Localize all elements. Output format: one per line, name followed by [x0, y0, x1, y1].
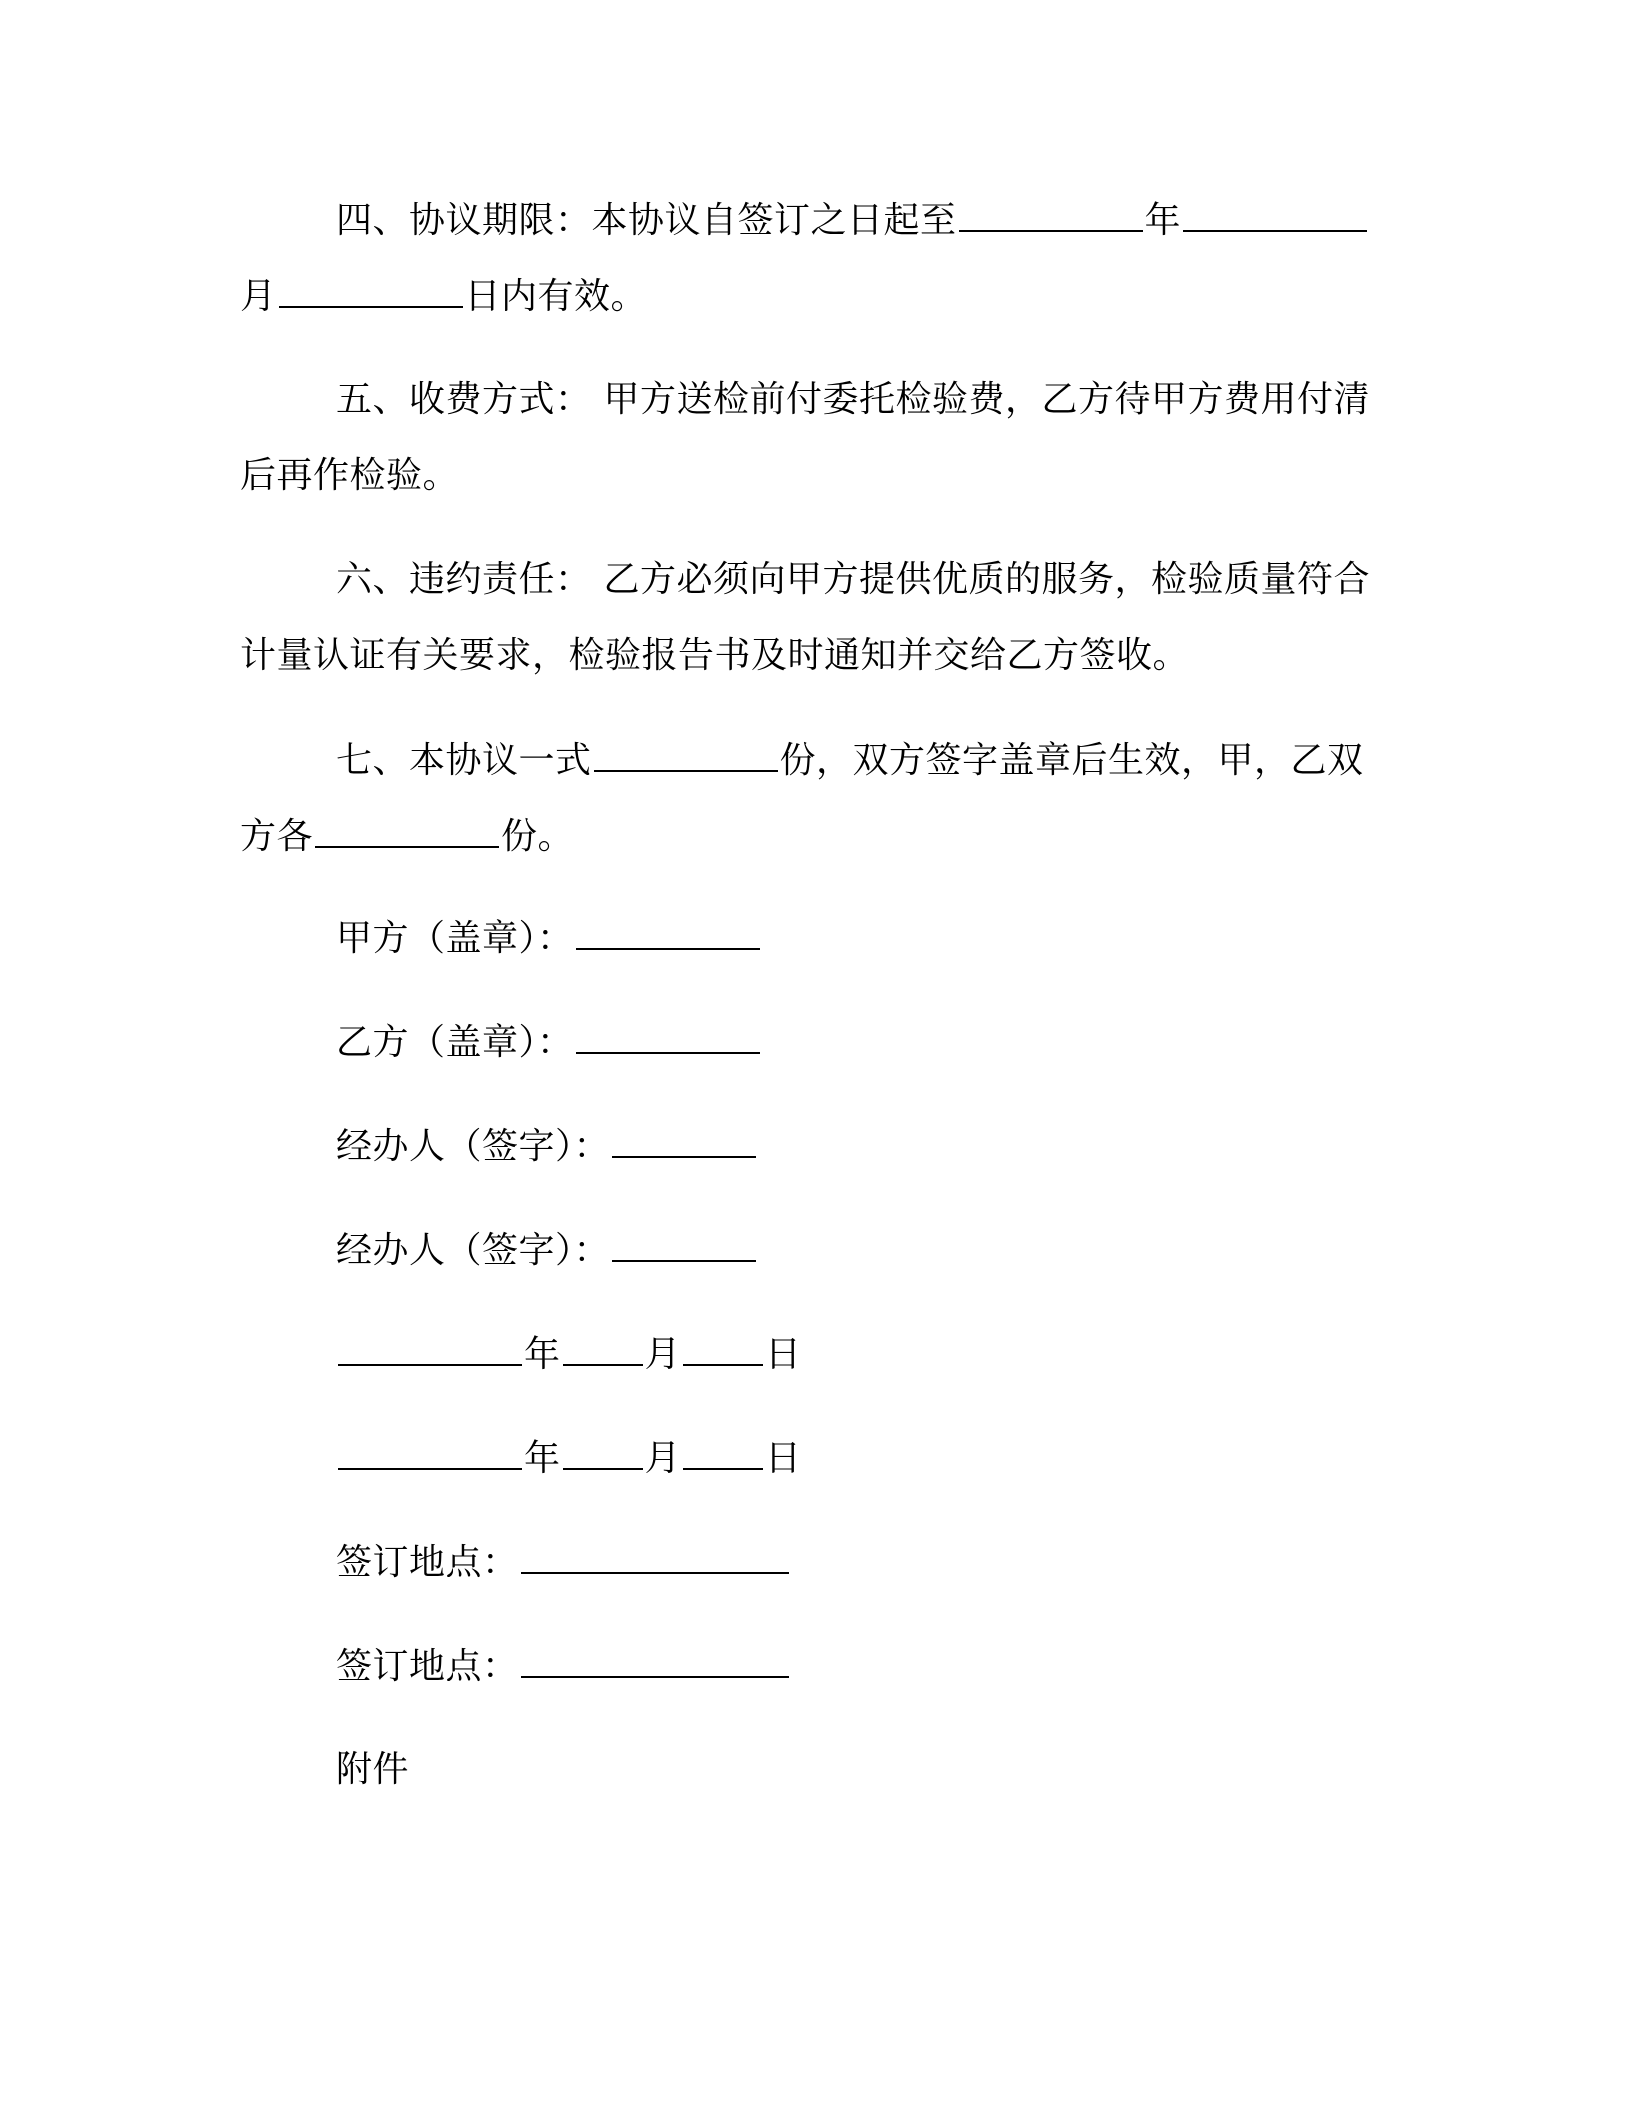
date-1-day-label: 日 — [765, 1334, 802, 1375]
party-a-label: 甲方（盖章）： — [336, 918, 574, 959]
attachment-line — [336, 1750, 409, 1790]
handler-2-sign-blank[interactable] — [612, 1230, 756, 1262]
handler-1-line — [336, 1126, 758, 1167]
month-blank[interactable] — [1183, 200, 1367, 232]
clause-4-line-1 — [336, 200, 1369, 241]
clause-4-year-label: 年 — [1144, 200, 1182, 241]
clause-7-each-label: 方各 — [240, 816, 314, 857]
each-copies-blank[interactable] — [315, 816, 499, 848]
date-line-1 — [336, 1334, 802, 1375]
date-2-day-label: 日 — [765, 1438, 802, 1479]
sign-place-line-2 — [336, 1646, 791, 1687]
clause-6-line-1 — [336, 560, 1370, 600]
sign-place-1-blank[interactable] — [521, 1542, 789, 1574]
day-blank[interactable] — [279, 276, 463, 308]
date-1-month-blank[interactable] — [563, 1334, 643, 1366]
clause-6-line-2 — [240, 636, 1189, 676]
clause-4-text: 四、协议期限：本协议自签订之日起至 — [336, 200, 957, 241]
sign-place-line-1 — [336, 1542, 791, 1583]
year-blank[interactable] — [959, 200, 1143, 232]
handler-2-label: 经办人（签字）： — [336, 1230, 611, 1271]
date-2-month-label: 月 — [644, 1438, 682, 1479]
date-1-year-label: 年 — [524, 1334, 561, 1375]
clause-6-text: 六、违约责任： 乙方必须向甲方提供优质的服务，检验质量符合 — [336, 559, 1370, 600]
date-2-year-label: 年 — [524, 1438, 561, 1479]
date-1-month-label: 月 — [644, 1334, 682, 1375]
clause-5-text: 五、收费方式： 甲方送检前付委托检验费，乙方待甲方费用付清 — [336, 379, 1370, 420]
date-2-day-blank[interactable] — [683, 1438, 763, 1470]
attachment-label: 附件 — [336, 1749, 410, 1790]
clause-7-line-1 — [336, 740, 1364, 781]
party-b-seal-blank[interactable] — [576, 1022, 760, 1054]
sign-place-2-blank[interactable] — [521, 1646, 789, 1678]
party-a-seal-line — [336, 918, 762, 959]
clause-7-copies-end: 份。 — [501, 816, 575, 857]
clause-5-line-1 — [336, 380, 1370, 420]
sign-place-1-label: 签订地点： — [336, 1542, 519, 1583]
clause-4-line-2 — [240, 276, 647, 317]
party-b-label: 乙方（盖章）： — [336, 1022, 574, 1063]
clause-7-text-end: 份，双方签字盖章后生效，甲，乙双 — [779, 740, 1364, 781]
party-a-seal-blank[interactable] — [576, 918, 760, 950]
date-line-2 — [336, 1438, 802, 1479]
clause-7-text-start: 七、本协议一式 — [336, 740, 592, 781]
handler-1-sign-blank[interactable] — [612, 1126, 756, 1158]
party-b-seal-line — [336, 1022, 762, 1063]
handler-2-line — [336, 1230, 758, 1271]
copies-blank[interactable] — [594, 740, 778, 772]
date-2-month-blank[interactable] — [563, 1438, 643, 1470]
clause-7-line-2 — [240, 816, 574, 857]
date-1-day-blank[interactable] — [683, 1334, 763, 1366]
sign-place-2-label: 签订地点： — [336, 1646, 519, 1687]
date-2-year-blank[interactable] — [338, 1438, 522, 1470]
date-1-year-blank[interactable] — [338, 1334, 522, 1366]
clause-6-text-cont: 计量认证有关要求，检验报告书及时通知并交给乙方签收。 — [240, 635, 1190, 676]
clause-4-month-label: 月 — [240, 276, 277, 317]
handler-1-label: 经办人（签字）： — [336, 1126, 611, 1167]
clause-4-end-text: 日内有效。 — [464, 276, 648, 317]
clause-5-text-cont: 后再作检验。 — [240, 455, 460, 496]
clause-5-line-2 — [240, 456, 459, 496]
